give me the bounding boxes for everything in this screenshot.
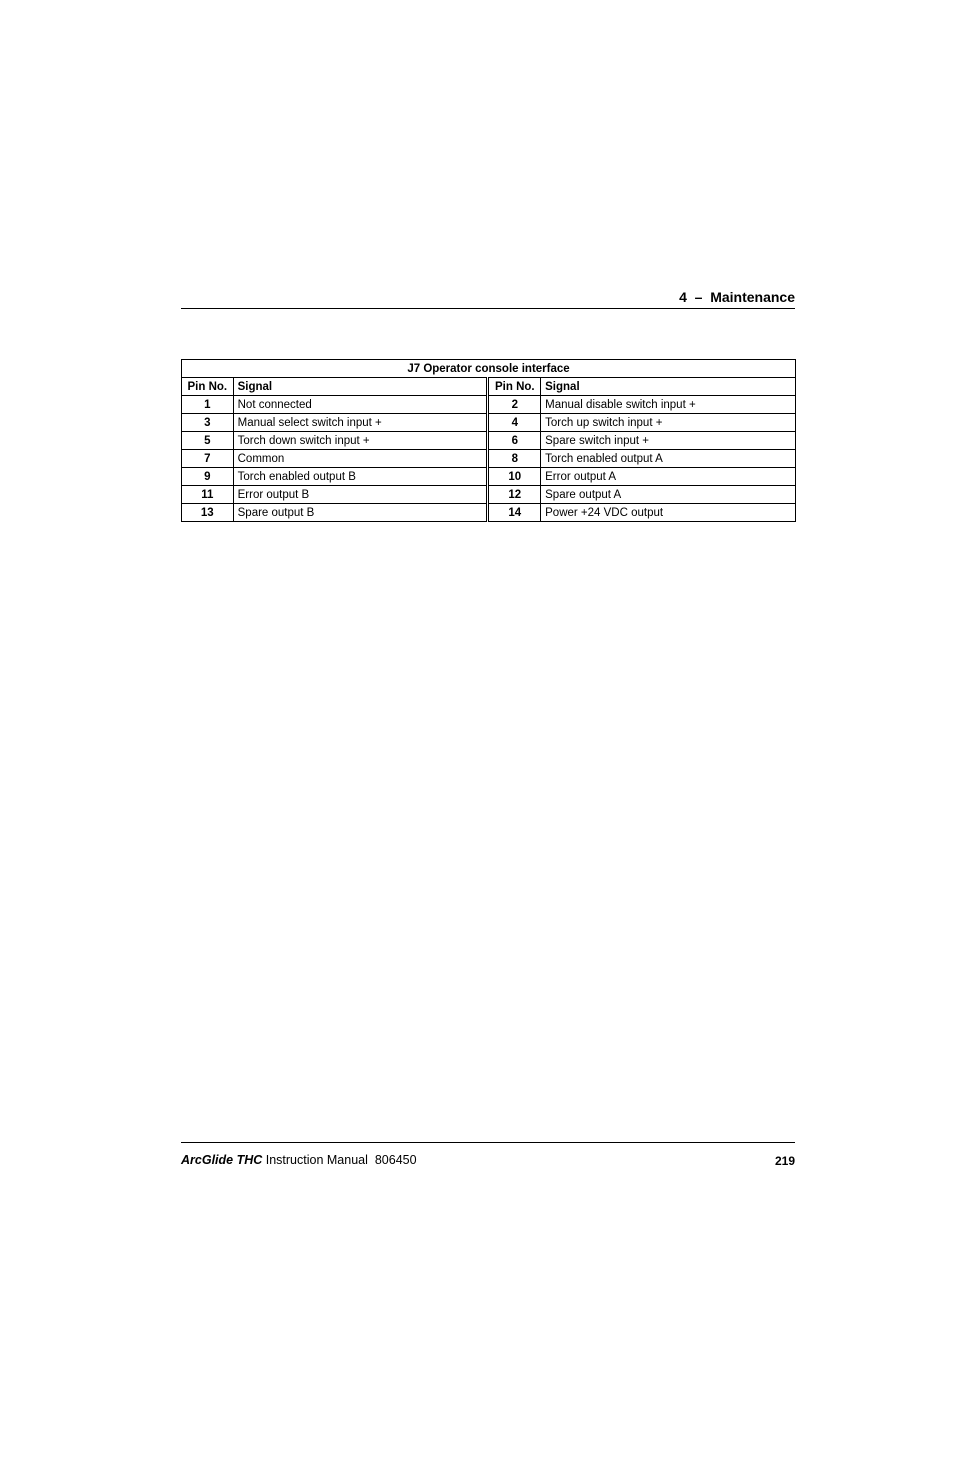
table-row <box>182 450 796 468</box>
pin-number: 13 <box>182 504 234 522</box>
column-header-pin-left: Pin No. <box>182 378 234 396</box>
table-row <box>182 414 796 432</box>
table-caption: J7 Operator console interface <box>182 360 796 378</box>
pin-number: 2 <box>488 396 541 414</box>
pin-number: 5 <box>182 432 234 450</box>
table-row <box>182 468 796 486</box>
pin-number: 12 <box>488 486 541 504</box>
table-row <box>182 504 796 522</box>
signal-name: Not connected <box>233 396 488 414</box>
table-row <box>182 432 796 450</box>
pin-number: 3 <box>182 414 234 432</box>
table-row <box>182 396 796 414</box>
signal-name: Common <box>233 450 488 468</box>
column-header-signal-right: Signal <box>541 378 796 396</box>
signal-name: Spare output A <box>541 486 796 504</box>
signal-name: Torch enabled output B <box>233 468 488 486</box>
signal-name: Power +24 VDC output <box>541 504 796 522</box>
signal-name: Torch enabled output A <box>541 450 796 468</box>
pin-number: 9 <box>182 468 234 486</box>
pin-number: 8 <box>488 450 541 468</box>
signal-name: Error output A <box>541 468 796 486</box>
signal-name: Spare output B <box>233 504 488 522</box>
header-divider <box>181 308 795 309</box>
pin-number: 11 <box>182 486 234 504</box>
pin-number: 4 <box>488 414 541 432</box>
signal-name: Manual disable switch input + <box>541 396 796 414</box>
table-row <box>182 486 796 504</box>
signal-name: Torch down switch input + <box>233 432 488 450</box>
footer-divider <box>181 1142 795 1143</box>
pin-number: 7 <box>182 450 234 468</box>
section-title: 4 – Maintenance <box>679 289 795 305</box>
column-header-signal-left: Signal <box>233 378 488 396</box>
product-name: ArcGlide THC <box>181 1153 263 1167</box>
table-caption-row <box>182 360 796 378</box>
table-header-row <box>182 378 796 396</box>
manual-title: Instruction Manual 806450 <box>265 1153 417 1167</box>
pin-number: 14 <box>488 504 541 522</box>
pin-number: 1 <box>182 396 234 414</box>
signal-name: Manual select switch input + <box>233 414 488 432</box>
column-header-pin-right: Pin No. <box>488 378 541 396</box>
signal-name: Spare switch input + <box>541 432 796 450</box>
pin-table <box>181 359 796 522</box>
signal-name: Error output B <box>233 486 488 504</box>
page-footer <box>181 1152 795 1168</box>
signal-name: Torch up switch input + <box>541 414 796 432</box>
pin-number: 10 <box>488 468 541 486</box>
page-number: 219 <box>774 1154 795 1168</box>
pin-number: 6 <box>488 432 541 450</box>
